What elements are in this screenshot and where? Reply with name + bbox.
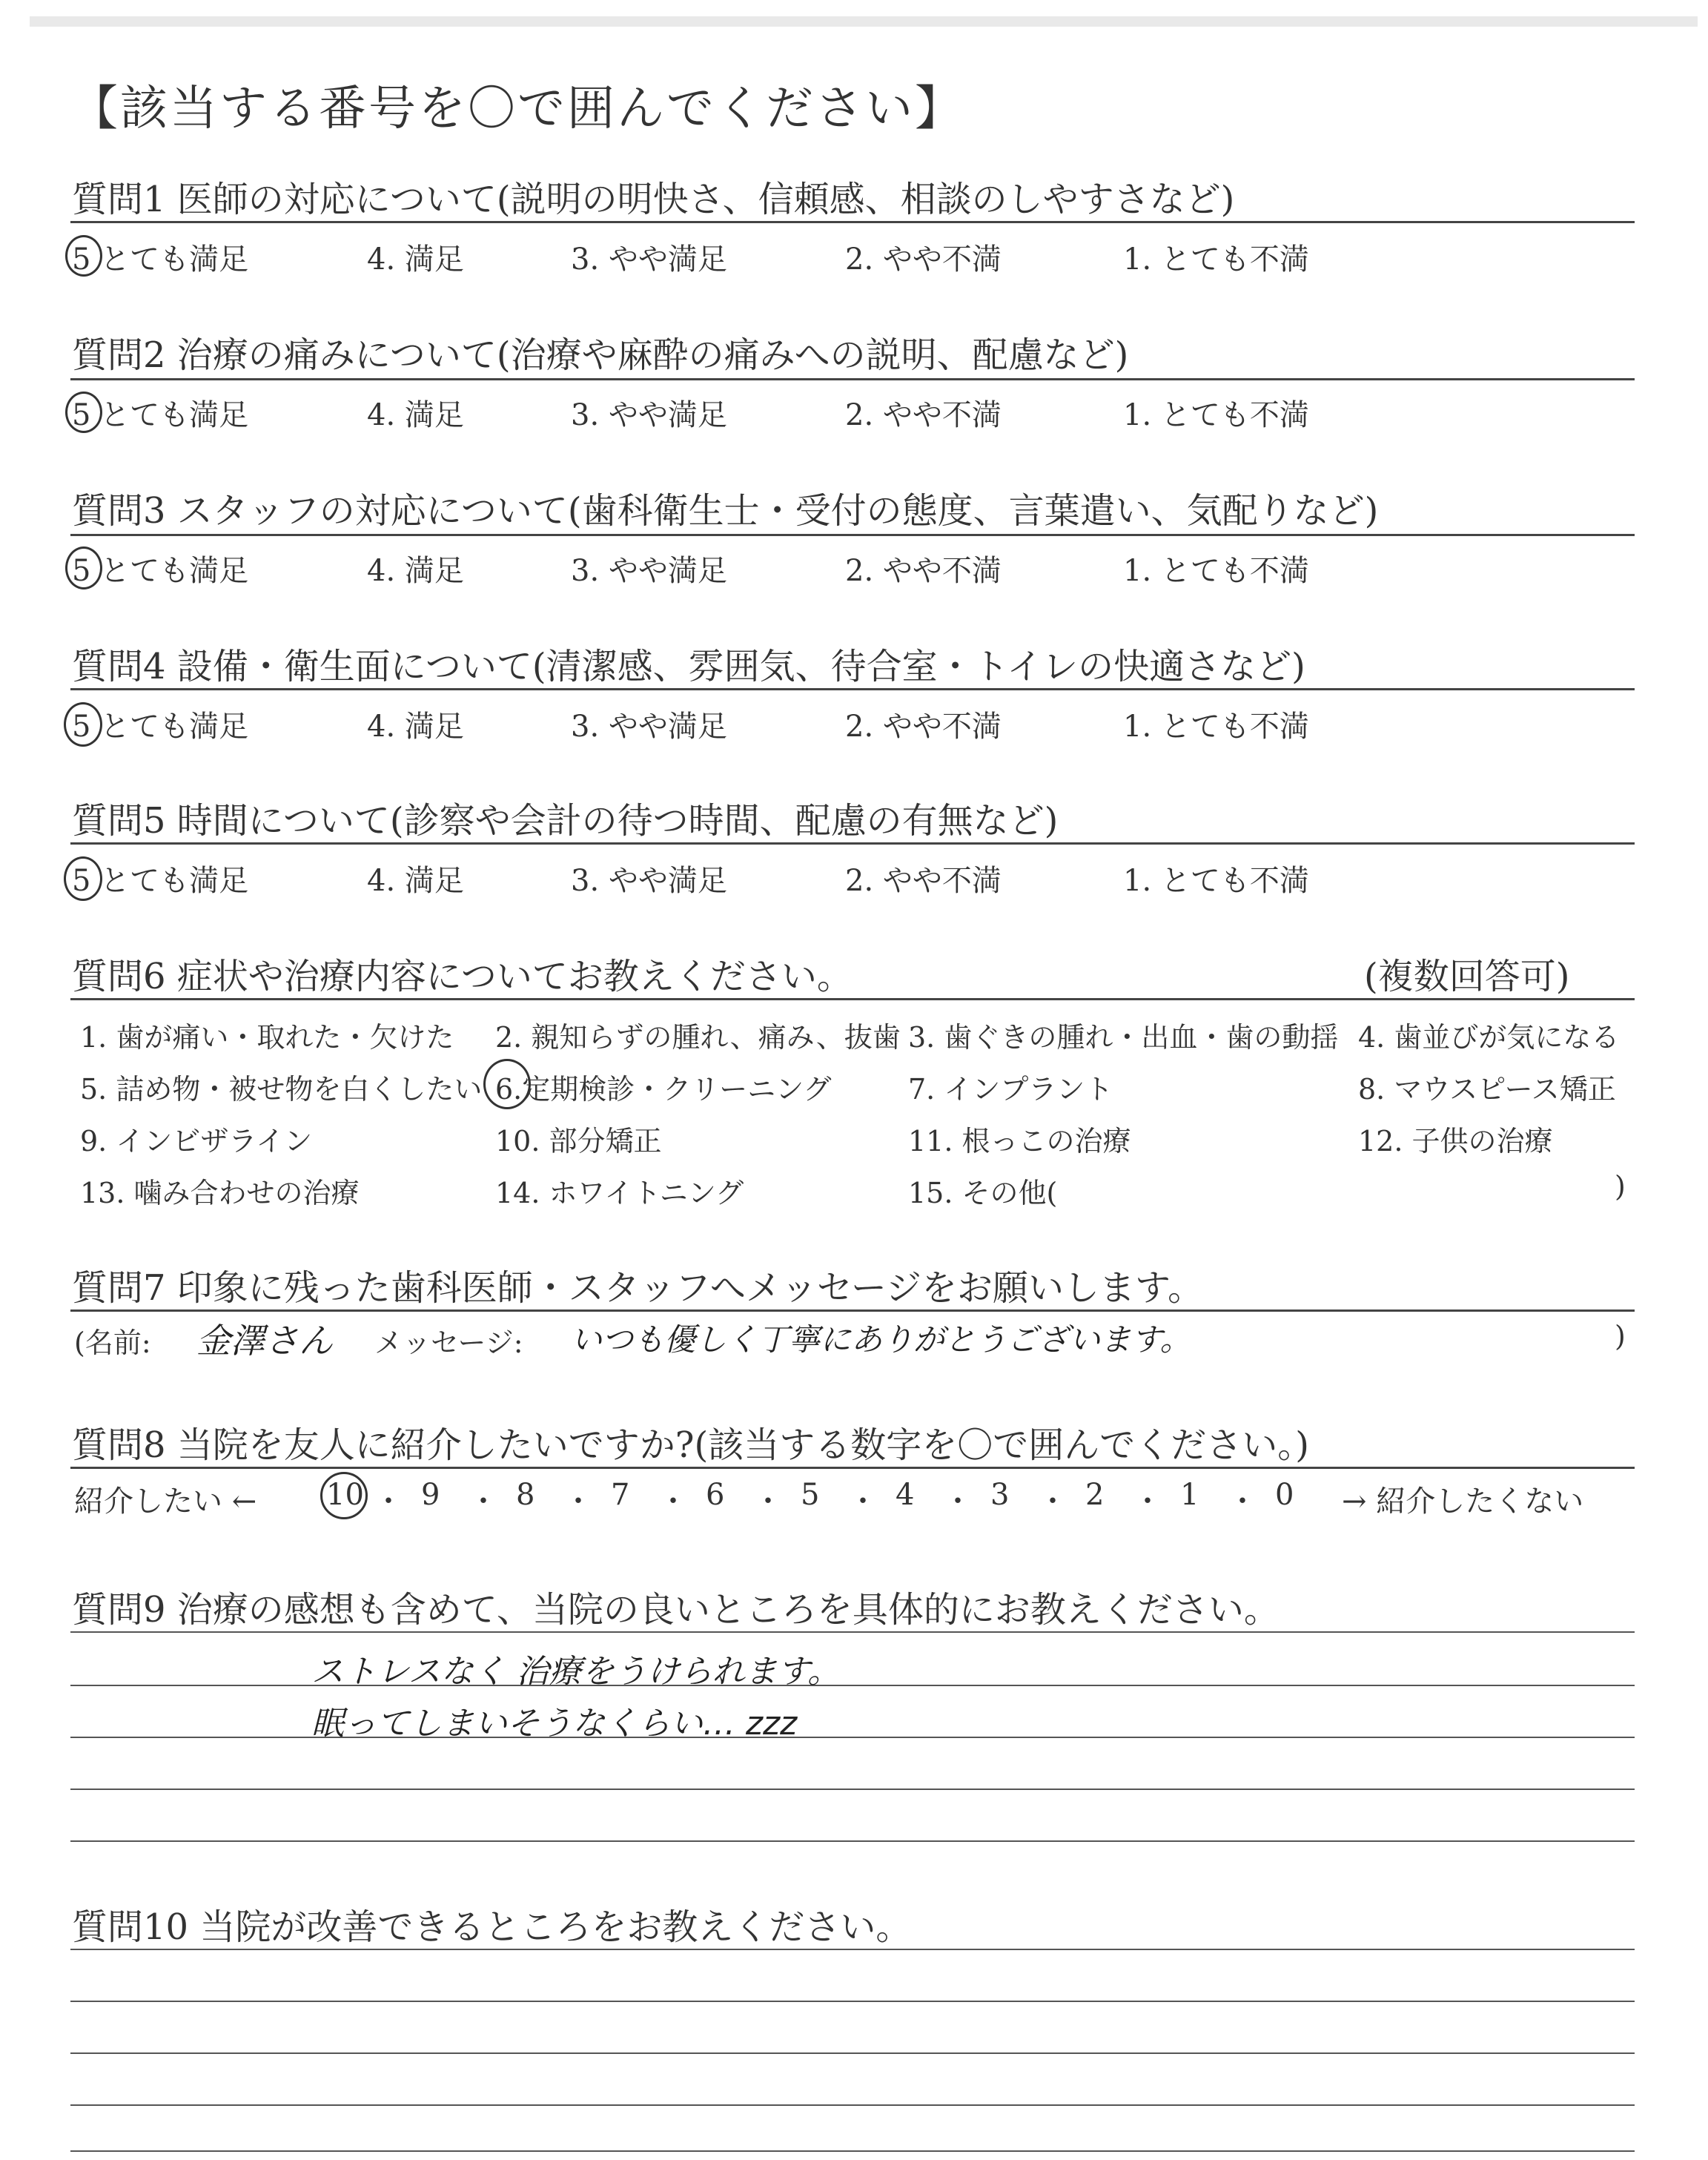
q4-option-4[interactable]: 4. 満足 bbox=[367, 710, 464, 744]
q4-option-1[interactable]: 1. とても不満 bbox=[1123, 710, 1309, 744]
q6-item-3[interactable]: 3. 歯ぐきの腫れ・出血・歯の動揺 bbox=[908, 1021, 1339, 1054]
q8-scale-separator: ・ bbox=[563, 1484, 593, 1519]
q8-scale-5[interactable]: 5 bbox=[801, 1478, 820, 1512]
q8-right-label: → 紹介したくない bbox=[1342, 1484, 1584, 1519]
q10-line-4 bbox=[70, 2104, 1635, 2106]
q10-line-5 bbox=[70, 2150, 1635, 2152]
q2-title: 質問2 治療の痛みについて(治療や麻酔の痛みへの説明、配慮など) bbox=[72, 334, 1129, 376]
q7-close-paren: ) bbox=[1615, 1320, 1626, 1353]
q8-scale-6[interactable]: 6 bbox=[706, 1478, 725, 1512]
q8-scale-separator: ・ bbox=[469, 1484, 498, 1519]
q7-name-label: (名前: bbox=[74, 1327, 151, 1359]
q7-message-label: メッセージ: bbox=[374, 1327, 523, 1359]
q6-item-2[interactable]: 2. 親知らずの腫れ、痛み、抜歯 bbox=[495, 1021, 901, 1054]
q8-scale-2[interactable]: 2 bbox=[1085, 1478, 1105, 1512]
q6-item-6[interactable]: 6.定期検診・クリーニング bbox=[495, 1073, 832, 1106]
q4-option-2[interactable]: 2. やや不満 bbox=[845, 710, 1002, 744]
q9-answer-line-1[interactable]: ストレスなく 治療をうけられます。 bbox=[311, 1653, 841, 1691]
q6-item-11[interactable]: 11. 根っこの治療 bbox=[908, 1125, 1131, 1157]
q3-option-2[interactable]: 2. やや不満 bbox=[845, 554, 1002, 588]
q6-item-13[interactable]: 13. 噛み合わせの治療 bbox=[80, 1177, 360, 1209]
q8-scale-4[interactable]: 4 bbox=[896, 1478, 915, 1512]
q4-option-5[interactable]: 5 とても満足 bbox=[72, 710, 249, 744]
q1-rule bbox=[70, 221, 1635, 223]
q8-scale-9[interactable]: 9 bbox=[421, 1478, 440, 1512]
q8-scale-0[interactable]: 0 bbox=[1275, 1478, 1294, 1512]
q6-item-12[interactable]: 12. 子供の治療 bbox=[1358, 1125, 1553, 1157]
page-header: 【該当する番号を〇で囲んでください】 bbox=[70, 82, 964, 136]
q5-option-4[interactable]: 4. 満足 bbox=[367, 864, 464, 898]
q7-name-value[interactable]: 金澤さん bbox=[196, 1321, 333, 1361]
q8-rule bbox=[70, 1467, 1635, 1469]
q6-item-8[interactable]: 8. マウスピース矯正 bbox=[1358, 1073, 1616, 1106]
q10-line-1 bbox=[70, 1949, 1635, 1950]
q5-option-5[interactable]: 5 とても満足 bbox=[72, 864, 249, 898]
q6-item-7[interactable]: 7. インプラント bbox=[908, 1073, 1113, 1106]
q5-rule bbox=[70, 842, 1635, 845]
q8-scale-separator: ・ bbox=[1228, 1484, 1257, 1519]
q2-rule bbox=[70, 378, 1635, 380]
q9-line-5 bbox=[70, 1840, 1635, 1842]
q3-option-3[interactable]: 3. やや満足 bbox=[571, 554, 727, 588]
q10-line-2 bbox=[70, 2001, 1635, 2002]
q5-option-3[interactable]: 3. やや満足 bbox=[571, 864, 727, 898]
q2-option-1[interactable]: 1. とても不満 bbox=[1123, 398, 1309, 432]
q9-line-3 bbox=[70, 1737, 1635, 1738]
q8-scale-separator: ・ bbox=[848, 1484, 878, 1519]
q8-left-label: 紹介したい ← bbox=[74, 1484, 257, 1519]
q4-option-3[interactable]: 3. やや満足 bbox=[571, 710, 727, 744]
q3-rule bbox=[70, 534, 1635, 536]
q7-rule bbox=[70, 1309, 1635, 1312]
q4-title: 質問4 設備・衛生面について(清潔感、雰囲気、待合室・トイレの快適さなど) bbox=[72, 646, 1305, 687]
q1-option-3[interactable]: 3. やや満足 bbox=[571, 242, 727, 277]
q9-line-4 bbox=[70, 1789, 1635, 1790]
q6-item-1[interactable]: 1. 歯が痛い・取れた・欠けた bbox=[80, 1021, 454, 1054]
q2-option-4[interactable]: 4. 満足 bbox=[367, 398, 464, 432]
q1-option-5[interactable]: 5 とても満足 bbox=[72, 242, 249, 277]
q7-message-value[interactable]: いつも優しく丁寧にありがとうございます。 bbox=[571, 1321, 1191, 1358]
q8-scale-1[interactable]: 1 bbox=[1180, 1478, 1199, 1512]
q6-item-10[interactable]: 10. 部分矯正 bbox=[495, 1125, 662, 1157]
q2-option-3[interactable]: 3. やや満足 bbox=[571, 398, 727, 432]
q1-option-2[interactable]: 2. やや不満 bbox=[845, 242, 1002, 277]
q8-scale-separator: ・ bbox=[658, 1484, 688, 1519]
q10-title: 質問10 当院が改善できるところをお教えください。 bbox=[72, 1906, 912, 1948]
q4-rule bbox=[70, 688, 1635, 690]
q8-scale-3[interactable]: 3 bbox=[990, 1478, 1010, 1512]
q8-scale-7[interactable]: 7 bbox=[611, 1478, 630, 1512]
q1-option-1[interactable]: 1. とても不満 bbox=[1123, 242, 1309, 277]
q8-scale-separator: ・ bbox=[1038, 1484, 1068, 1519]
q6-item-14[interactable]: 14. ホワイトニング bbox=[495, 1177, 744, 1209]
q9-line-2 bbox=[70, 1685, 1635, 1686]
q3-option-5[interactable]: 5 とても満足 bbox=[72, 554, 249, 588]
q2-option-2[interactable]: 2. やや不満 bbox=[845, 398, 1002, 432]
q5-option-1[interactable]: 1. とても不満 bbox=[1123, 864, 1309, 898]
q9-line-1 bbox=[70, 1631, 1635, 1633]
q9-answer-line-2[interactable]: 眠ってしまいそうなくらい… zzz bbox=[311, 1705, 798, 1743]
q3-option-4[interactable]: 4. 満足 bbox=[367, 554, 464, 588]
q2-option-5[interactable]: 5 とても満足 bbox=[72, 398, 249, 432]
q7-title: 質問7 印象に残った歯科医師・スタッフへメッセージをお願いします。 bbox=[72, 1267, 1204, 1309]
q6-item-15-close: ) bbox=[1615, 1170, 1626, 1203]
q6-rule bbox=[70, 998, 1635, 1000]
q3-option-1[interactable]: 1. とても不満 bbox=[1123, 554, 1309, 588]
q8-scale-separator: ・ bbox=[943, 1484, 973, 1519]
q10-line-3 bbox=[70, 2052, 1635, 2054]
q8-scale-separator: ・ bbox=[374, 1484, 403, 1519]
q8-scale-10[interactable]: 10 bbox=[326, 1478, 364, 1512]
q6-item-9[interactable]: 9. インビザライン bbox=[80, 1125, 313, 1157]
q5-title: 質問5 時間について(診察や会計の待つ時間、配慮の有無など) bbox=[72, 800, 1059, 842]
q1-title: 質問1 医師の対応について(説明の明快さ、信頼感、相談のしやすさなど) bbox=[72, 179, 1235, 220]
q8-scale-8[interactable]: 8 bbox=[516, 1478, 535, 1512]
q5-option-2[interactable]: 2. やや不満 bbox=[845, 864, 1002, 898]
q6-title: 質問6 症状や治療内容についてお教えください。 bbox=[72, 956, 853, 997]
q8-title: 質問8 当院を友人に紹介したいですか?(該当する数字を〇で囲んでください。) bbox=[72, 1424, 1309, 1466]
q6-item-5[interactable]: 5. 詰め物・被せ物を白くしたい bbox=[80, 1073, 483, 1106]
q8-scale-separator: ・ bbox=[753, 1484, 783, 1519]
q3-title: 質問3 スタッフの対応について(歯科衛生士・受付の態度、言葉遣い、気配りなど) bbox=[72, 490, 1379, 532]
q6-item-15[interactable]: 15. その他( bbox=[908, 1177, 1058, 1209]
q8-scale-separator: ・ bbox=[1133, 1484, 1162, 1519]
q6-note: (複数回答可) bbox=[1364, 956, 1570, 997]
q9-title: 質問9 治療の感想も含めて、当院の良いところを具体的にお教えください。 bbox=[72, 1589, 1280, 1631]
q1-option-4[interactable]: 4. 満足 bbox=[367, 242, 464, 277]
q6-item-4[interactable]: 4. 歯並びが気になる bbox=[1358, 1021, 1620, 1054]
